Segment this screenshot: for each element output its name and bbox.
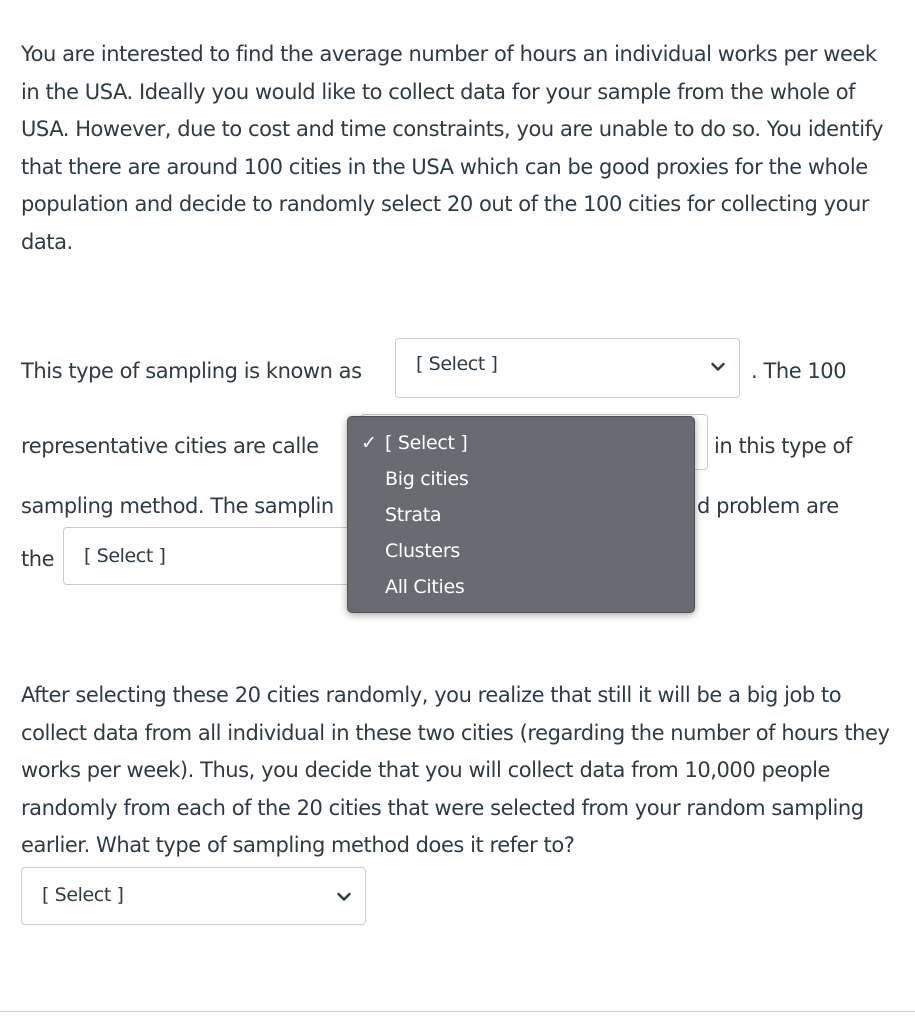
question1-line1-text: This type of sampling is known as	[21, 359, 362, 383]
chevron-down-icon	[711, 362, 725, 372]
dropdown-option-label: Big cities	[385, 468, 469, 490]
dropdown-option-label: [ Select ]	[385, 432, 468, 454]
sampling-type-select-value: [ Select ]	[416, 353, 498, 375]
question1-line3-after-text: d problem are	[697, 494, 839, 518]
sampling-type-select[interactable]	[395, 338, 740, 398]
dropdown-menu	[347, 416, 695, 613]
dropdown-option-all-cities[interactable]	[385, 576, 464, 598]
intro-paragraph: You are interested to find the average number of hours an individual works per week in the USA. Ideally you would like to collect data for your sample from the whole of USA. However, due to cost and time constraints, you are unable to do so. You identify that there are around 100 cities in the USA which can be good proxies for the whole population and decide to randomly select 20 out of the 100 cities for collecting your data.	[21, 42, 884, 254]
sampling-units-select-value: [ Select ]	[84, 545, 166, 567]
question1-line3-text: sampling method. The samplin	[21, 494, 334, 518]
question1-line1-after-text: . The 100	[751, 359, 847, 383]
question1-line2-text: representative cities are calle	[21, 434, 319, 458]
sampling-method-select[interactable]	[21, 867, 366, 925]
bottom-divider	[0, 1011, 915, 1012]
question1-line4-text: the	[21, 547, 55, 571]
question2-paragraph: After selecting these 20 cities randomly, you realize that still it will be a big job to collect data from all individual in these two cities (regarding the number of hours they works per week). Thus, you decide that you will collect data from 10,000 people randomly from each of the 20 cities that were selected from your random sampling earlier. What type of sampling method does it refer to?	[21, 683, 890, 857]
chevron-down-icon	[337, 892, 351, 902]
dropdown-option-clusters[interactable]	[385, 540, 460, 562]
dropdown-option-label: Strata	[385, 504, 442, 526]
question1-line2-after-text: in this type of	[714, 434, 852, 458]
dropdown-option-select[interactable]	[361, 432, 468, 454]
checkmark-icon: ✓	[361, 432, 377, 454]
dropdown-option-big-cities[interactable]	[385, 468, 468, 490]
dropdown-option-label: All Cities	[385, 576, 465, 598]
sampling-method-select-value: [ Select ]	[42, 884, 124, 906]
dropdown-option-label: Clusters	[385, 540, 460, 562]
dropdown-option-strata[interactable]	[385, 504, 441, 526]
